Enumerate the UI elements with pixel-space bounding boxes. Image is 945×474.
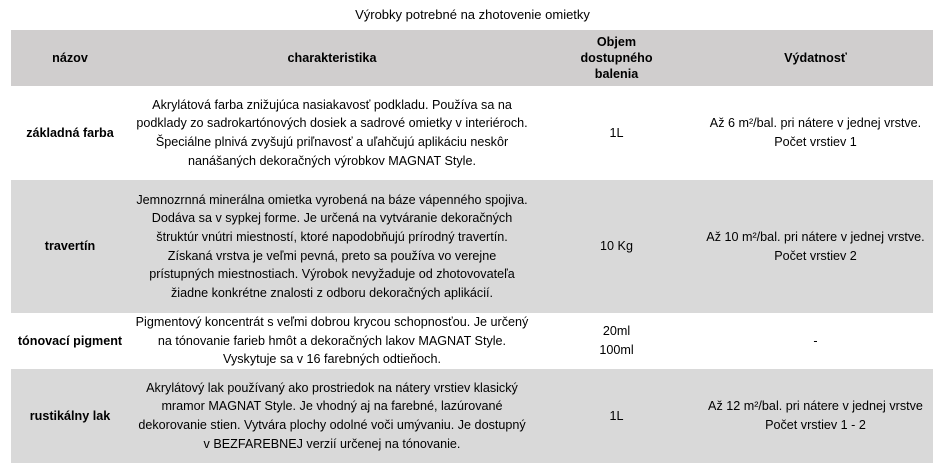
cell-volume: 1L <box>535 86 698 180</box>
cell-name: rustikálny lak <box>11 369 129 463</box>
header-description: charakteristika <box>129 30 535 86</box>
header-name: názov <box>11 30 129 86</box>
cell-volume: 10 Kg <box>535 180 698 313</box>
cell-description: Akrylátový lak používaný ako prostriedok na nátery vrstiev klasický mramor MAGNAT Style. Je vhodný aj na farebné, lazúrované dekorovanie stien. Vytvára plochy odolné voči umývaniu. Je dostupný v BEZFAREBNEJ verzií určenej na tónovanie. <box>129 369 535 463</box>
table-row <box>11 180 933 313</box>
table-row <box>11 369 933 463</box>
cell-yield: Až 6 m²/bal. pri nátere v jednej vrstve. Počet vrstiev 1 <box>698 86 933 180</box>
header-volume: Objem dostupného balenia <box>535 30 698 86</box>
header-yield: Výdatnosť <box>698 30 933 86</box>
cell-yield: Až 10 m²/bal. pri nátere v jednej vrstve. Počet vrstiev 2 <box>698 180 933 313</box>
cell-description: Jemnozrnná minerálna omietka vyrobená na báze vápenného spojiva. Dodáva sa v sypkej forme. Je určená na vytváranie dekoračných štruktúr vnútri miestností, ktoré napodobňujú prírodný travertín. Získaná vrstva je veľmi pevná, preto sa používa vo verejne prístupných miestnostiach. Výrobok nevyžaduje od zhotovovateľa žiadne konkrétne znalosti z odboru dekoračných aplikácií. <box>129 180 535 313</box>
cell-name: základná farba <box>11 86 129 180</box>
table-caption: Výrobky potrebné na zhotovenie omietky <box>355 7 590 22</box>
cell-volume: 1L <box>535 369 698 463</box>
cell-description: Akrylátová farba znižujúca nasiakavosť podkladu. Používa sa na podklady zo sadrokartónových dosiek a sadrové omietky v interiéroch. Špeciálne plnivá zvyšujú priľnavosť a uľahčujú aplikáciu neskôr nanášaných dekoračných výrobkov MAGNAT Style. <box>129 86 535 180</box>
cell-description: Pigmentový koncentrát s veľmi dobrou krycou schopnosťou. Je určený na tónovanie farieb hmôt a dekoračných lakov MAGNAT Style. Vyskytuje sa v 16 farebných odtieňoch. <box>129 313 535 369</box>
table-header-row <box>11 30 933 86</box>
table-row <box>11 86 933 180</box>
cell-yield: Až 12 m²/bal. pri nátere v jednej vrstve Počet vrstiev 1 - 2 <box>698 369 933 463</box>
products-table <box>11 30 933 463</box>
cell-name: travertín <box>11 180 129 313</box>
cell-name: tónovací pigment <box>11 313 129 369</box>
table-row <box>11 313 933 369</box>
cell-yield: - <box>698 313 933 369</box>
cell-volume: 20ml 100ml <box>535 313 698 369</box>
